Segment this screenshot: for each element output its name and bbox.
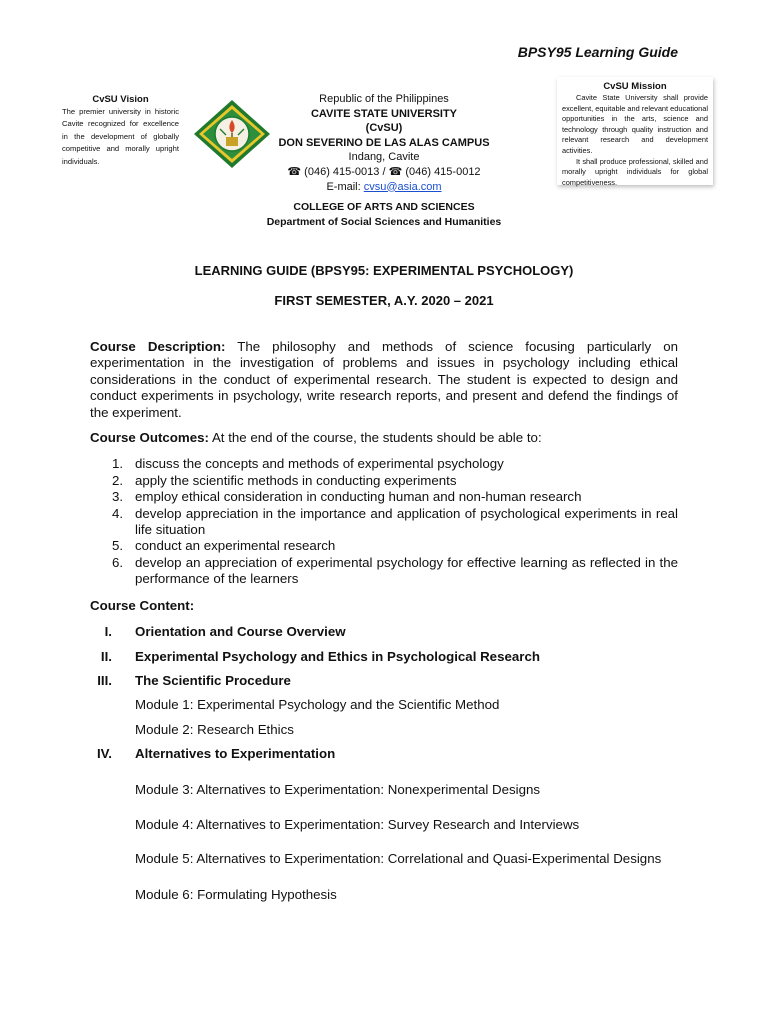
document-body xyxy=(90,339,678,903)
content-item xyxy=(90,746,678,762)
list-text: apply the scientific methods in conducting experiments xyxy=(135,472,457,488)
list-item xyxy=(90,456,678,472)
phone-line: ☎ (046) 415-0013 / ☎ (046) 415-0012 xyxy=(287,165,481,178)
module-item: Module 4: Alternatives to Experimentation: Survey Research and Interviews xyxy=(135,816,580,832)
list-text: conduct an experimental research xyxy=(135,538,336,554)
roman-numeral: III. xyxy=(97,672,112,688)
list-text: discuss the concepts and methods of experimental psychology xyxy=(135,456,504,472)
outcomes-intro-text: At the end of the course, the students should be able to: xyxy=(211,430,542,446)
content-title: The Scientific Procedure xyxy=(135,672,291,688)
location-line: Indang, Cavite xyxy=(348,151,420,164)
university-acronym: (CvSU) xyxy=(365,122,403,135)
list-number: 5. xyxy=(112,538,124,554)
outcomes-list xyxy=(90,456,678,587)
roman-numeral: II. xyxy=(100,648,112,664)
course-outcomes-intro xyxy=(90,430,678,446)
module-item: Module 3: Alternatives to Experimentation: Nonexperimental Designs xyxy=(135,781,541,797)
description-label: Course Description: xyxy=(90,339,226,354)
content-title: Experimental Psychology and Ethics in Psychological Research xyxy=(135,648,540,664)
country-line: Republic of the Philippines xyxy=(319,93,449,105)
list-number: 2. xyxy=(112,472,124,488)
college-block xyxy=(200,200,568,230)
campus-name: DON SEVERINO DE LAS ALAS CAMPUS xyxy=(278,136,490,149)
mission-paragraph-1: Cavite State University shall provide excellent, equitable and relevant educational opportunities in the arts, science and technology through quality instruction and relevant research and development activities. xyxy=(562,93,708,155)
letterhead xyxy=(250,92,518,194)
course-description xyxy=(90,339,678,421)
content-item xyxy=(90,649,678,665)
list-text: develop appreciation in the importance and application of psychological experiments in real life situation xyxy=(135,505,678,538)
list-number: 1. xyxy=(112,456,124,472)
department-name: Department of Social Sciences and Humanities xyxy=(266,216,502,228)
email-link[interactable]: cvsu@asia.com xyxy=(363,180,442,193)
module-item: Module 2: Research Ethics xyxy=(135,721,294,737)
outcomes-label: Course Outcomes: xyxy=(90,430,209,446)
list-item xyxy=(90,555,678,588)
module-item: Module 1: Experimental Psychology and the Scientific Method xyxy=(135,697,500,713)
module-item: Module 5: Alternatives to Experimentation: Correlational and Quasi-Experimental Designs xyxy=(135,851,662,867)
list-number: 4. xyxy=(112,505,124,521)
document-title: LEARNING GUIDE (BPSY95: EXPERIMENTAL PSYCHOLOGY) xyxy=(194,263,574,278)
vision-box xyxy=(62,93,179,168)
content-item xyxy=(90,673,678,689)
vision-heading: CvSU Vision xyxy=(92,94,149,105)
list-item xyxy=(90,473,678,489)
list-number: 3. xyxy=(112,489,124,505)
list-text: develop an appreciation of experimental psychology for effective learning as reflected in the performance of the learners xyxy=(135,554,678,587)
college-name: COLLEGE OF ARTS AND SCIENCES xyxy=(293,201,475,213)
list-item xyxy=(90,506,678,539)
roman-numeral: I. xyxy=(104,624,112,640)
mission-box xyxy=(557,77,713,185)
document-heading xyxy=(84,256,684,316)
description-text: The philosophy and methods of science focusing particularly on experimentation in the investigation of problems and issues in psychology including ethical considerations in the conduct of experimental research. The student is expected to design and conduct experiments in psychology, write research reports, and present and defend the findings of the experiment. xyxy=(90,339,678,420)
semester-line: FIRST SEMESTER, A.Y. 2020 – 2021 xyxy=(274,293,494,308)
content-item xyxy=(90,624,678,640)
course-content-label: Course Content: xyxy=(90,597,195,613)
list-number: 6. xyxy=(112,554,124,570)
list-item xyxy=(90,489,678,505)
email-line xyxy=(250,180,518,195)
list-text: employ ethical consideration in conducting human and non-human research xyxy=(135,489,582,505)
list-item xyxy=(90,538,678,554)
vision-text: The premier university in historic Cavite recognized for excellence in the development of globally competitive and morally upright individuals. xyxy=(62,107,179,166)
mission-paragraph-2: It shall produce professional, skilled and morally upright individuals for global competitiveness. xyxy=(562,156,708,187)
content-title: Orientation and Course Overview xyxy=(135,624,346,640)
mission-heading: CvSU Mission xyxy=(603,81,667,92)
guide-title: BPSY95 Learning Guide xyxy=(517,44,678,60)
module-item: Module 6: Formulating Hypothesis xyxy=(135,886,337,902)
content-title: Alternatives to Experimentation xyxy=(135,746,336,762)
email-label: E-mail: xyxy=(326,180,361,193)
roman-numeral: IV. xyxy=(96,746,112,762)
university-name: CAVITE STATE UNIVERSITY xyxy=(310,107,458,120)
